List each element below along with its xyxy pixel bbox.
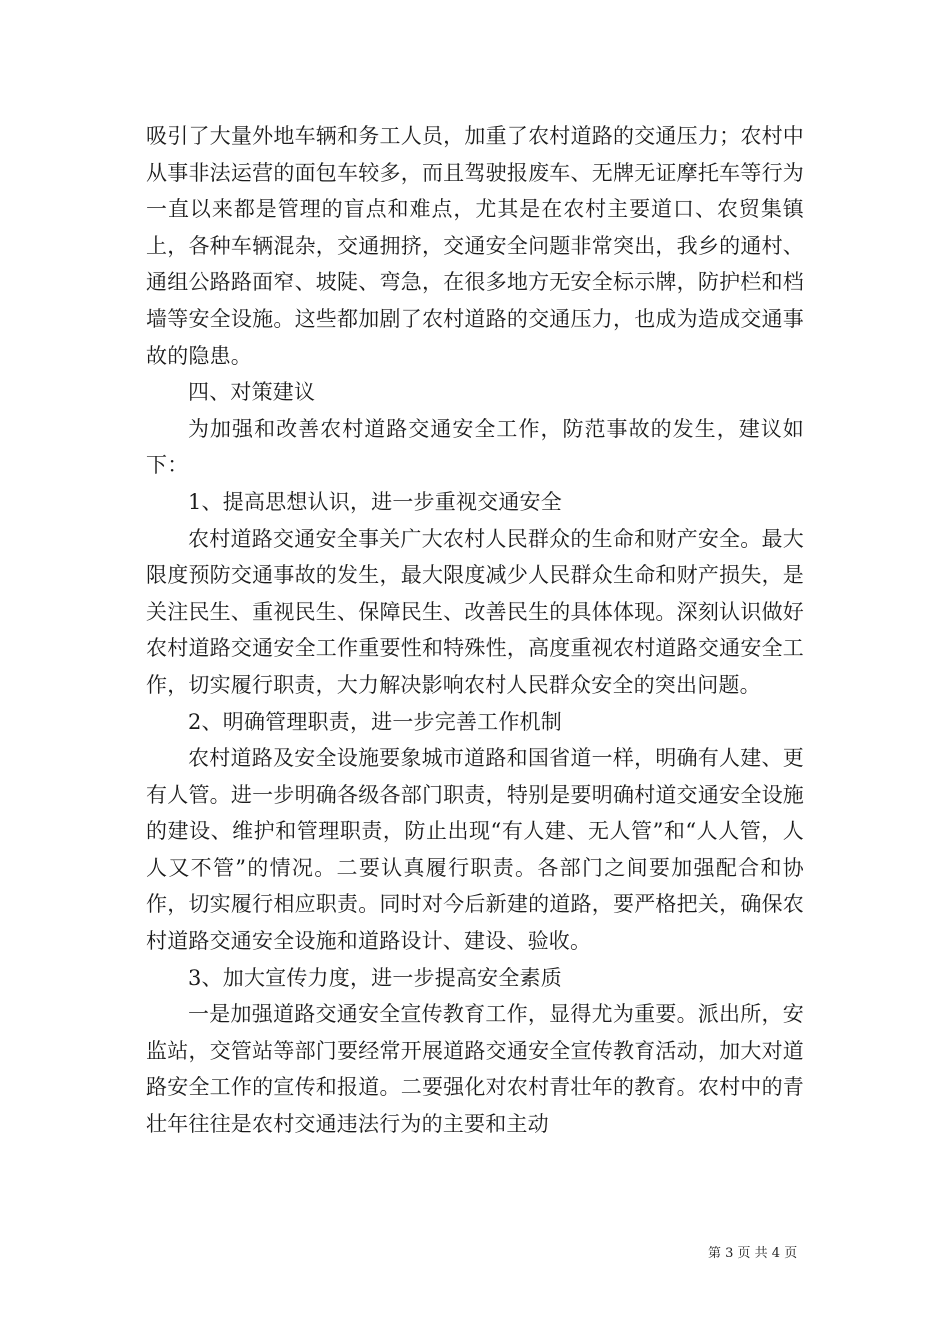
paragraph-intro: 为加强和改善农村道路交通安全工作，防范事故的发生，建议如下： [146,416,804,478]
subheading-2: 2、明确管理职责，进一步完善工作机制 [188,709,562,734]
subheading-1: 1、提高思想认识，进一步重视交通安全 [188,489,562,514]
paragraph-subsection-1: 农村道路交通安全事关广大农村人民群众的生命和财产安全。最大限度预防交通事故的发生，最大限度减少人民群众生命和财产损失，是关注民生、重视民生、保障民生、改善民生的具体体现。深刻认识做好农村道路交通安全工作重要性和特殊性，高度重视农村道路交通安全工作，切实履行职责，大力解决影响农村人民群众安全的突出问题。 [146,526,804,697]
document-body [146,118,804,1143]
page-number-footer: 第 3 页 共 4 页 [708,1246,798,1261]
paragraph-1: 吸引了大量外地车辆和务工人员，加重了农村道路的交通压力；农村中从事非法运营的面包车较多，而且驾驶报废车、无牌无证摩托车等行为一直以来都是管理的盲点和难点，尤其是在农村主要道口、农贸集镇上，各种车辆混杂，交通拥挤，交通安全问题非常突出，我乡的通村、通组公路路面窄、坡陡、弯急，在很多地方无安全标示牌，防护栏和档墙等安全设施。这些都加剧了农村道路的交通压力，也成为造成交通事故的隐患。 [146,124,804,368]
paragraph-subsection-2: 农村道路及安全设施要象城市道路和国省道一样，明确有人建、更有人管。进一步明确各级各部门职责，特别是要明确村道交通安全设施的建设、维护和管理职责，防止出现“有人建、无人管”和“人人管，人人又不管”的情况。二要认真履行职责。各部门之间要加强配合和协作，切实履行相应职责。同时对今后新建的道路，要严格把关，确保农村道路交通安全设施和道路设计、建设、验收。 [146,746,804,954]
paragraph-subsection-3: 一是加强道路交通安全宣传教育工作，显得尤为重要。派出所，安监站，交管站等部门要经常开展道路交通安全宣传教育活动，加大对道路安全工作的宣传和报道。二要强化对农村青壮年的教育。农村中的青壮年往往是农村交通违法行为的主要和主动 [146,1002,804,1137]
subheading-3: 3、加大宣传力度，进一步提高安全素质 [188,965,562,990]
section-heading-4: 四、对策建议 [188,380,316,405]
